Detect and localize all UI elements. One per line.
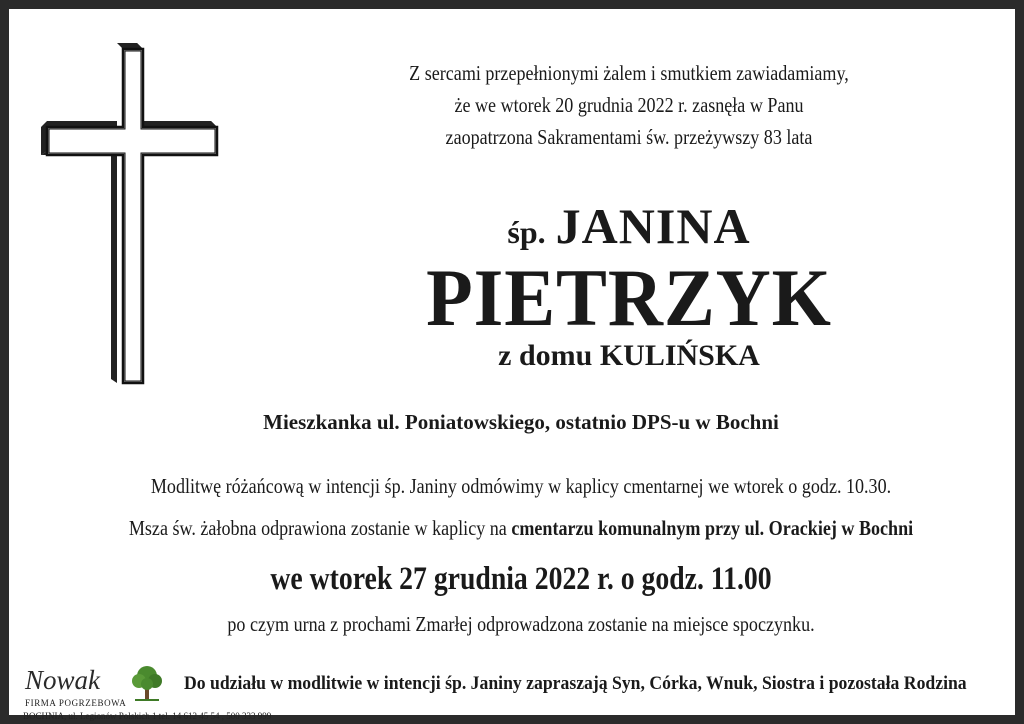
first-name: JANINA <box>555 198 751 254</box>
cross-icon <box>39 39 225 387</box>
urn-line: po czym urna z prochami Zmarłej odprowadzona zostanie na miejsce spoczynku. <box>227 612 815 636</box>
intro-line-1: Z sercami przepełnionymi żalem i smutkiem zawiadamiamy, <box>409 61 849 85</box>
invitation-line: Do udziału w modlitwie w intencji śp. Janiny zapraszają Syn, Córka, Wnuk, Siostra i pozostała Rodzina <box>184 673 967 694</box>
maiden-name: z domu KULIŃSKA <box>498 339 760 372</box>
announcement-intro <box>380 57 879 153</box>
residence-line: Mieszkanka ul. Poniatowskiego, ostatnio DPS-u w Bochni <box>263 410 779 434</box>
mass-line <box>81 516 962 541</box>
surname: PIETRZYK <box>426 252 832 343</box>
deceased-first-name-line <box>339 197 919 255</box>
tree-icon <box>129 664 165 702</box>
funeral-home-brand: Nowak <box>25 665 101 695</box>
rosary-line: Modlitwę różańcową w intencji śp. Janiny odmówimy w kaplicy cmentarnej we wtorek o godz. 10.30. <box>150 474 892 498</box>
funeral-home-address: BOCHNIA, ul. Legionów Polskich 1 tel. 14 612 45 54 , 500 333 999 <box>23 711 272 721</box>
mass-location: cmentarzu komunalnym przy ul. Orackiej w Bochni <box>511 516 914 540</box>
name-prefix: śp. <box>507 214 546 250</box>
funeral-date: we wtorek 27 grudnia 2022 r. o godz. 11.00 <box>270 561 772 597</box>
intro-line-2: że we wtorek 20 grudnia 2022 r. zasnęła w Panu <box>454 93 804 117</box>
funeral-home-subtitle: FIRMA POGRZEBOWA <box>25 698 127 708</box>
mass-text: Msza św. żałobna odprawiona zostanie w kaplicy na <box>128 516 507 540</box>
intro-line-3: zaopatrzona Sakramentami św. przeżywszy 83 lata <box>445 125 813 149</box>
